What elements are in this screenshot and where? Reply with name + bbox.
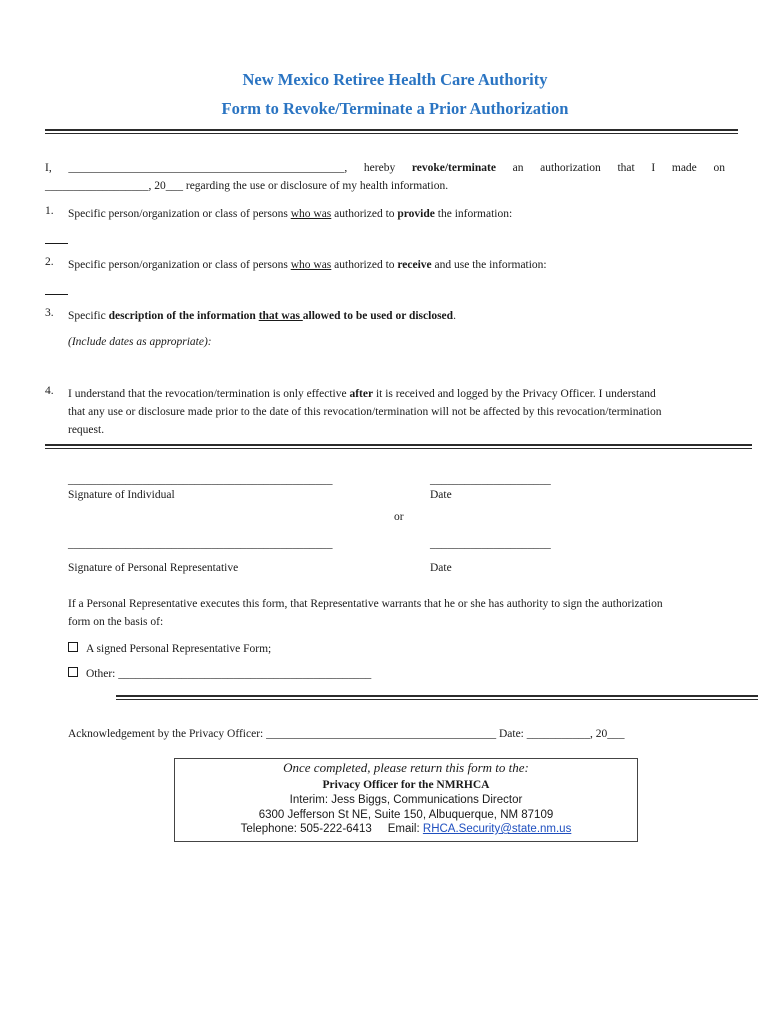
privacy-officer-acknowledgement[interactable]: Acknowledgement by the Privacy Officer: ________________________________________ Date: ___________, 20___ bbox=[68, 728, 625, 740]
item-text: I understand that the revocation/termination is only effective bbox=[68, 388, 350, 400]
email-label: Email: bbox=[387, 823, 423, 835]
checkbox-icon[interactable] bbox=[68, 642, 78, 652]
item-1-answer-line[interactable] bbox=[45, 243, 68, 244]
revoke-terminate-text: revoke/terminate bbox=[411, 162, 496, 174]
item-text: description of the information bbox=[108, 310, 259, 322]
individual-date-label: Date bbox=[430, 489, 452, 501]
intro-paragraph bbox=[45, 159, 725, 195]
item-text: Specific bbox=[68, 310, 109, 322]
intro-word: an bbox=[512, 162, 524, 174]
header-divider-top bbox=[45, 129, 738, 131]
section-divider-top bbox=[45, 444, 752, 446]
item-4-number: 4. bbox=[45, 385, 54, 397]
name-blank[interactable]: ________________________________________________, bbox=[68, 162, 348, 174]
return-instructions-box bbox=[174, 758, 638, 842]
item-text: authorized to bbox=[331, 259, 398, 271]
item-1-number: 1. bbox=[45, 205, 54, 217]
form-title: Form to Revoke/Terminate a Prior Authorization bbox=[221, 99, 569, 118]
acknowledgement-divider-bottom bbox=[116, 699, 758, 700]
item-3-text bbox=[68, 307, 728, 325]
email-link[interactable]: RHCA.Security@state.nm.us bbox=[422, 823, 572, 835]
representative-statement-line-2: form on the basis of: bbox=[68, 616, 164, 628]
item-text: it is received and logged by the Privacy Officer. I understand bbox=[373, 388, 656, 400]
intro-word: hereby bbox=[363, 162, 396, 174]
item-text: . bbox=[453, 310, 456, 322]
return-heading: Once completed, please return this form to the: bbox=[283, 760, 529, 775]
acknowledgement-divider-top bbox=[116, 695, 758, 697]
section-divider-bottom bbox=[45, 448, 752, 449]
intro-word: that bbox=[617, 162, 635, 174]
item-text: receive bbox=[397, 259, 432, 271]
item-4-text bbox=[68, 385, 728, 439]
item-text: who was bbox=[290, 208, 332, 220]
item-2-answer-line[interactable] bbox=[45, 294, 68, 295]
individual-signature-line[interactable]: ______________________________________________ bbox=[68, 474, 333, 486]
representative-statement-line-1: If a Personal Representative executes this form, that Representative warrants that he or she has authority to sign the authorization bbox=[68, 598, 663, 610]
option-representative-form[interactable] bbox=[68, 642, 271, 655]
item-text: authorized to bbox=[331, 208, 398, 220]
intro-word: made bbox=[671, 162, 697, 174]
item-text: Specific person/organization or class of persons bbox=[68, 208, 291, 220]
item-1-text bbox=[68, 205, 728, 223]
telephone-text: Telephone: 505-222-6413 bbox=[240, 823, 372, 835]
item-4-line-2: that any use or disclosure made prior to the date of this revocation/termination will not be affected by this revocation/termination bbox=[68, 406, 662, 418]
representative-date-line[interactable]: _____________________ bbox=[430, 538, 551, 550]
item-2-text bbox=[68, 256, 728, 274]
checkbox-icon[interactable] bbox=[68, 667, 78, 677]
intro-word: I bbox=[651, 162, 656, 174]
option-label: A signed Personal Representative Form; bbox=[86, 643, 272, 655]
representative-date-label: Date bbox=[430, 562, 452, 574]
intro-line-1 bbox=[45, 159, 725, 177]
representative-signature-line[interactable]: ______________________________________________ bbox=[68, 538, 333, 550]
header-divider-bottom bbox=[45, 133, 738, 134]
item-text: who was bbox=[290, 259, 332, 271]
item-text: that was bbox=[258, 310, 303, 322]
item-text: Specific person/organization or class of persons bbox=[68, 259, 291, 271]
option-label: Other: ____________________________________________ bbox=[86, 668, 372, 680]
item-text: provide bbox=[397, 208, 435, 220]
item-3-number: 3. bbox=[45, 307, 54, 319]
item-2-number: 2. bbox=[45, 256, 54, 268]
intro-word: on bbox=[713, 162, 725, 174]
intro-word: authorization bbox=[540, 162, 601, 174]
privacy-officer-title: Privacy Officer for the NMRHCA bbox=[322, 779, 490, 791]
item-text: and use the information: bbox=[431, 259, 547, 271]
item-text: after bbox=[349, 388, 374, 400]
contact-line bbox=[175, 823, 637, 835]
mailing-address: 6300 Jefferson St NE, Suite 150, Albuquerque, NM 87109 bbox=[258, 809, 554, 821]
or-text: or bbox=[394, 511, 404, 523]
item-text: the information: bbox=[434, 208, 513, 220]
item-text: allowed to be used or disclosed bbox=[302, 310, 454, 322]
intro-word: I, bbox=[45, 162, 52, 174]
intro-line-2[interactable]: __________________, 20___ regarding the use or disclosure of my health information. bbox=[45, 180, 449, 192]
organization-title: New Mexico Retiree Health Care Authority bbox=[242, 70, 548, 89]
option-other[interactable] bbox=[68, 667, 371, 680]
representative-signature-label: Signature of Personal Representative bbox=[68, 562, 239, 574]
individual-date-line[interactable]: _____________________ bbox=[430, 474, 551, 486]
item-4-line-1 bbox=[68, 385, 728, 403]
item-4-line-3: request. bbox=[68, 424, 105, 436]
interim-contact: Interim: Jess Biggs, Communications Director bbox=[289, 794, 523, 806]
individual-signature-label: Signature of Individual bbox=[68, 489, 175, 501]
item-3-note: (Include dates as appropriate): bbox=[68, 336, 212, 348]
